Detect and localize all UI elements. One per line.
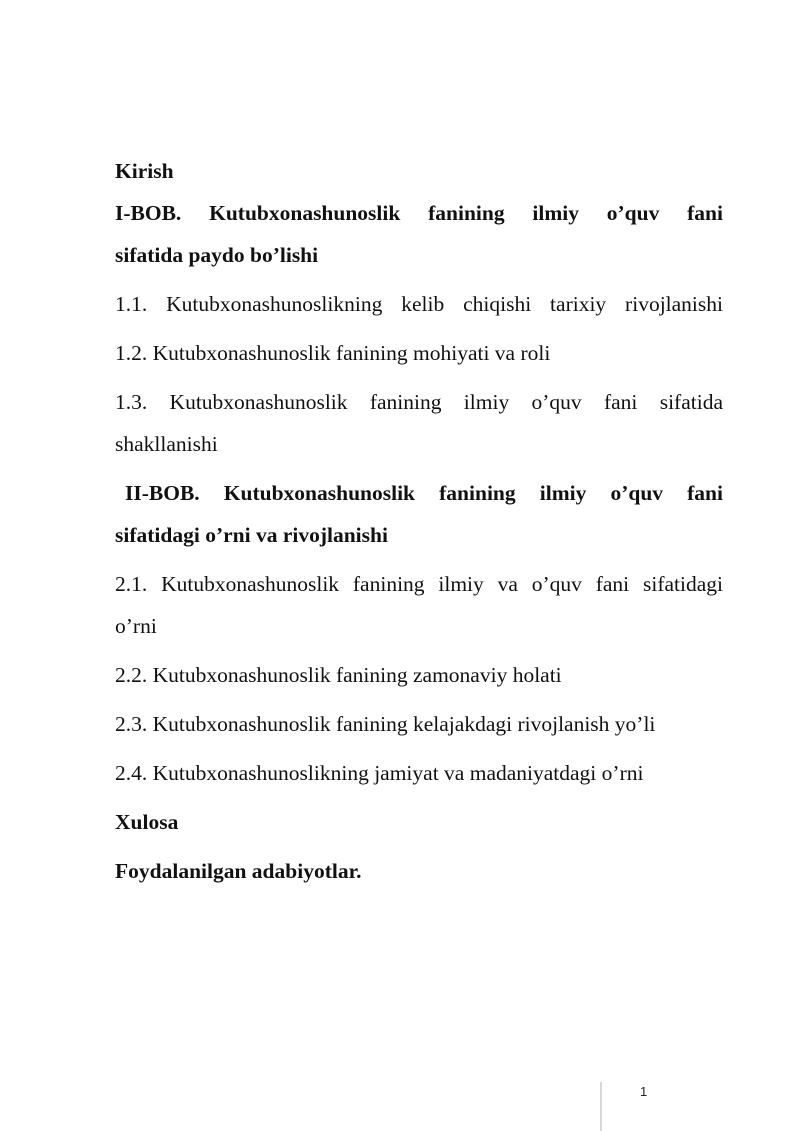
toc-section-1-2: 1.2. Kutubxonashunoslik fanining mohiyati va roli	[115, 341, 551, 365]
section-2-1-line-2: o’rni	[115, 614, 157, 638]
toc-section-2-3: 2.3. Kutubxonashunoslik fanining kelajakdagi rivojlanish yo’li	[115, 712, 656, 736]
toc-section-1-3	[115, 381, 723, 465]
toc-section-2-1	[115, 563, 723, 647]
section-2-1-line-1: 2.1. Kutubxonashunoslik fanining ilmiy va o’quv fani sifatidagi	[115, 572, 723, 596]
toc-chapter-2	[115, 472, 723, 556]
toc-section-2-4: 2.4. Kutubxonashunoslikning jamiyat va madaniyatdagi o’rni	[115, 761, 644, 785]
page-number: 1	[640, 1084, 648, 1099]
toc-section-1-1: 1.1. Kutubxonashunoslikning kelib chiqishi tarixiy rivojlanishi	[115, 292, 723, 316]
page-edge-divider	[600, 1082, 602, 1131]
toc-conclusion: Xulosa	[115, 810, 179, 834]
toc-references: Foydalanilgan adabiyotlar.	[115, 859, 362, 883]
toc-section-2-2: 2.2. Kutubxonashunoslik fanining zamonaviy holati	[115, 663, 562, 687]
toc-chapter-1	[115, 192, 723, 276]
section-1-3-line-2: shakllanishi	[115, 432, 218, 456]
chapter-2-title-line-2: sifatidagi o’rni va rivojlanishi	[115, 523, 388, 547]
chapter-1-title-line-1: I-BOB. Kutubxonashunoslik fanining ilmiy o’quv fani	[115, 201, 723, 225]
table-of-contents	[115, 150, 723, 892]
section-1-3-line-1: 1.3. Kutubxonashunoslik fanining ilmiy o’quv fani sifatida	[115, 390, 723, 414]
chapter-1-title-line-2: sifatida paydo bo’lishi	[115, 243, 319, 267]
chapter-2-title-line-1: II-BOB. Kutubxonashunoslik fanining ilmiy o’quv fani	[125, 481, 723, 505]
toc-intro: Kirish	[115, 159, 174, 183]
